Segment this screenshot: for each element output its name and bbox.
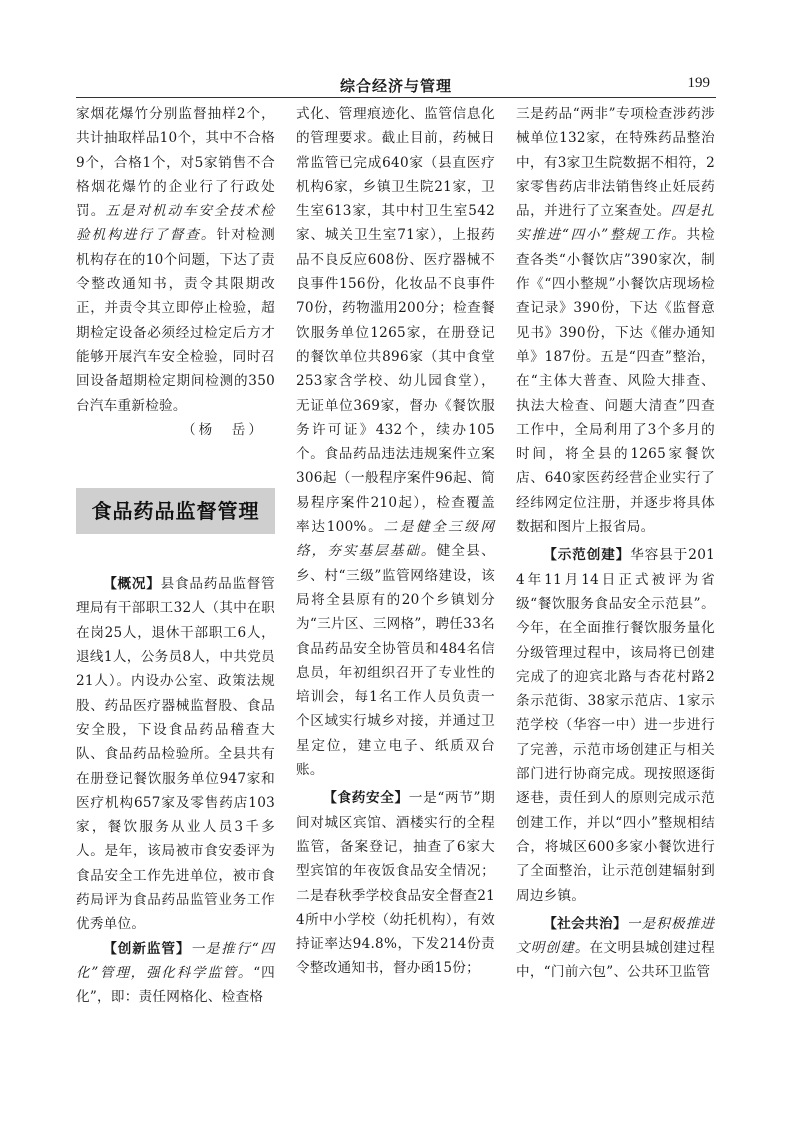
text-span: 在文明县城创建过程中，“门前六包”、公共环卫监管: [516, 940, 716, 981]
paragraph-heading: 【创新监管】: [103, 940, 191, 957]
running-header-title: 综合经济与管理: [339, 77, 452, 95]
italic-lead-text: 一是积极推进文明创建。: [516, 915, 716, 957]
column-1: [76, 102, 275, 1010]
paragraph-heading: 【社会共治】: [543, 915, 627, 932]
page-number: 199: [687, 75, 710, 91]
italic-lead-text: 一是推行“四化”管理，强化科学监管。: [76, 940, 276, 981]
paragraph-heading: 【示范创建】: [543, 547, 631, 564]
paragraph-food-drug-safety-cont: [516, 102, 715, 539]
text-span: 针对检测机构存在的10个问题，下达了责令整改通知书，责令其限期改正，并责令其立即停止检验，超期检定设备必须经过检定后方才能够开展汽车安全检验，同时召回设备超期检定期间检测的350台汽车重新检验。: [76, 227, 276, 414]
paragraph-heading: 【概况】: [103, 576, 161, 593]
page-header: [76, 72, 716, 98]
paragraph-social-governance: [516, 912, 715, 985]
section-title-box: [76, 488, 275, 534]
text-span: 健全县、乡、村“三级”监管网络建设，该局将全县原有的20个乡镇划分为“三片区、三网格”，聘任33名食品药品安全协管员和484名信息员，年初组织召开了专业性的培训会，每1名工作人员负责一个区域实行城乡对接，并通过卫星定位，建立电子、纸质双台账。: [296, 543, 496, 779]
paragraph-vehicle-inspection: [76, 102, 275, 418]
text-span: 三是药品“两非”专项检查涉药涉械单位132家，在特殊药品整治中，有3家卫生院数据不相符，2家零售药店非法销售终止妊辰药品，并进行了立案查处。: [516, 106, 715, 220]
column-2: [296, 102, 495, 981]
paragraph-demonstration: [516, 543, 715, 907]
header-rule: [76, 97, 716, 98]
text-span: 县食品药品监督管理局有干部职工32人（其中在职在岗25人，退休干部职工6人，退线1人，公务员8人，中共党员21人）。内设办公室、政策法规股、药品医疗器械监督股、食品安全股，下设食品药品稽查大队、食品药品检验所。全县共有在册登记餐饮服务单位947家和医疗机构657家及零售药店103家，餐饮服务从业人员3千多人。是年，该局被市食安委评为食品安全工作先进单位，被市食药局评为食品药品监管业务工作优秀单位。: [76, 576, 276, 933]
text-span: 家烟花爆竹分别监督抽样2个，共计抽取样品10个，其中不合格9个，合格1个，对5家销售不合格烟花爆竹的企业行了行政处罚。: [76, 106, 275, 220]
text-span: 共检查各类“小餐饮店”390家次，制作《“四小整规”小餐饮店现场检查记录》390份，下达《监督意见书》390份，下达《催办通知单》187份。五是“四查”整治，在“主体大普查、风险大排查、执法大检查、问题大清查”四查工作中，全局利用了3个多月的时间，将全县的1265家餐饮店、640家医药经营企业实行了经纬网定位注册，并逐步将具体数据和图片上报省局。: [516, 227, 715, 536]
author-credit: （杨 岳）: [182, 421, 265, 438]
paragraph-heading: 【食药安全】: [323, 790, 409, 807]
paragraph-food-drug-safety: [296, 786, 495, 980]
paragraph-overview: [76, 572, 275, 936]
paragraph-innovation: [76, 937, 275, 1010]
column-3: [516, 102, 715, 985]
italic-lead-text: 四是扎实推进“四小”整规工作。: [516, 203, 716, 244]
italic-lead-text: 二是健全三级网络，夯实基层基础。: [296, 519, 495, 560]
text-span: 式化、管理痕迹化、监管信息化的管理要求。截止目前，药械日常监管已完成640家（县直医疗机构6家，乡镇卫生院21家，卫生室613家，其中村卫生室542家、城关卫生室71家），上报药品不良反应608份、医疗器械不良事件156份，化妆品不良事件70份，药物滥用200分；检查餐饮服务单位1265家，在册登记的餐饮单位共896家（其中食堂253家含学校、幼儿园食堂），无证单位369家，督办《餐饮服务许可证》432个，续办105个。食品药品违法违规案件立案306起（一般程序案件96起、简易程序案件210起），检查覆盖率达100%。: [296, 106, 495, 536]
text-span: 华容县于2014年11月14日正式被评为省级“餐饮服务食品安全示范县”。今年，在全面推行餐饮服务量化分级管理过程中，该局将已创建完成了的迎宾北路与杏花村路2条示范街、38家示范店、1家示范学校（华容一中）进一步进行了完善，示范市场创建正与相关部门进行协商完成。现按照逐街逐巷，责任到人的原则完成示范创建工作，并以“四小”整规相结合，将城区600多家小餐饮进行了全面整治，让示范创建辐射到周边乡镇。: [516, 547, 716, 904]
section-title: 食品药品监督管理: [91, 499, 260, 523]
paragraph-innovation-cont: [296, 102, 495, 782]
text-span: 一是“两节”期间对城区宾馆、酒楼实行的全程监管，备案登记，抽查了6家大型宾馆的年夜饭食品安全情况；二是春秋季学校食品安全督查214所中小学校（幼托机构），有效持证率达94.8%，下发214份责令整改通知书，督办函15份；: [296, 790, 495, 977]
italic-lead-text: 五是对机动车安全技术检验机构进行了督查。: [76, 203, 275, 244]
text-span: “四化”，即：责任网格化、检查格: [76, 964, 276, 1006]
